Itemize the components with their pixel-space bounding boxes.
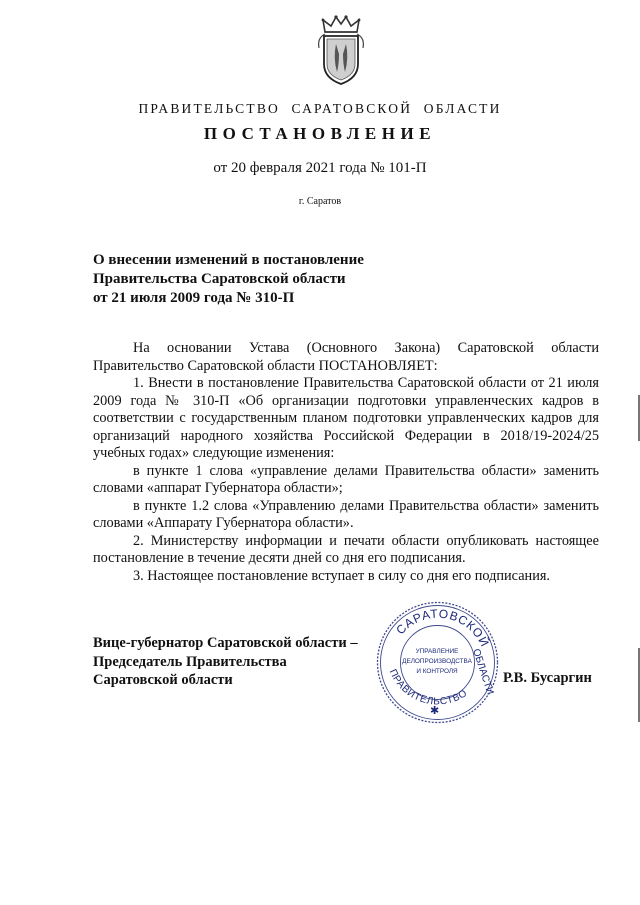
subject-line: от 21 июля 2009 года № 310-П (93, 290, 295, 306)
body-paragraph: 1. Внести в постановление Правительства Саратовской области от 21 июля 2009 года № 310-П «Об организации подготовки управленческих кадров в соответствии с государственным планом подготовки управленческих кадров для организаций народного хозяйства Российской Федерации в 2018/19-2024/25 учебных годах» следующие изменения: (93, 375, 599, 461)
signer-name: Р.В. Бусаргин (503, 670, 592, 686)
signer-position-line: Председатель Правительства (93, 653, 287, 670)
subject-line: Правительства Саратовской области (93, 271, 346, 287)
document-body (93, 340, 599, 585)
stamp-arc-left-text: ОБЛАСТИ (470, 647, 496, 697)
stamp-star-icon: ✱ (430, 705, 440, 717)
stamp-arc-bottom-text: ПРАВИТЕЛЬСТВО (386, 667, 470, 708)
body-paragraph: 3. Настоящее постановление вступает в силу со дня его подписания. (133, 567, 550, 584)
stamp-arc-top-text: САРАТОВСКОЙ (393, 606, 493, 650)
document-type: ПОСТАНОВЛЕНИЕ (203, 124, 437, 143)
document-date-number: от 20 февраля 2021 года № 101-П (213, 160, 427, 176)
document-subject (93, 251, 413, 308)
signer-position (93, 634, 393, 690)
subject-line: О внесении изменений в постановление (93, 252, 364, 268)
stamp-center-line: УПРАВЛЕНИЕ (415, 648, 459, 655)
signer-position-line: Вице-губернатор Саратовской области – (93, 635, 358, 651)
stamp-center-line: И КОНТРОЛЯ (416, 668, 458, 675)
document-city: г. Саратов (298, 196, 342, 207)
body-paragraph: в пункте 1 слова «управление делами Правительства области» заменить словами «аппарат Губернатора области»; (93, 462, 599, 496)
official-stamp (375, 600, 500, 725)
body-paragraph: 2. Министерству информации и печати области опубликовать настоящее постановление в течение десяти дней со дня его подписания. (93, 532, 599, 566)
signer-position-line: Саратовской области (93, 672, 233, 688)
saratov-coat-of-arms-icon (315, 14, 367, 86)
body-paragraph: в пункте 1.2 слова «Управлению делами Правительства области» заменить словами «Аппарату Губернатора области». (93, 497, 599, 531)
government-title: ПРАВИТЕЛЬСТВО САРАТОВСКОЙ ОБЛАСТИ (138, 101, 502, 116)
body-paragraph: На основании Устава (Основного Закона) Саратовской области Правительство Саратовской области ПОСТАНОВЛЯЕТ: (93, 340, 599, 374)
stamp-center-line: ДЕЛОПРОИЗВОДСТВА (402, 658, 472, 665)
